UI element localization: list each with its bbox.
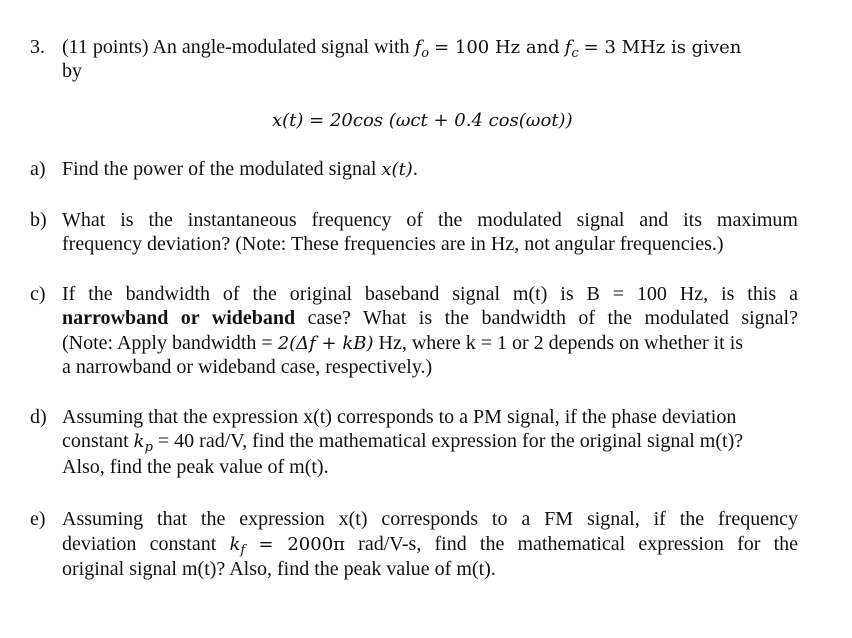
- part-a-text: Find the power of the modulated signal x(t).: [62, 158, 418, 180]
- part-a-variable: x(t): [381, 159, 413, 180]
- part-d-line-3: Also, find the peak value of m(t).: [62, 456, 329, 478]
- part-d-line-1: Assuming that the expression x(t) corresponds to a PM signal, if the phase deviation: [62, 406, 737, 428]
- part-d-label: d): [30, 406, 47, 428]
- kp-symbol: $k_p$: [133, 431, 153, 455]
- question-intro-continued: by: [62, 60, 82, 82]
- part-e-label: e): [30, 508, 46, 530]
- part-c-line-1: If the bandwidth of the original baseband signal m(t) is B = 100 Hz, is this a: [62, 283, 798, 305]
- question-points: (11 points): [62, 36, 149, 58]
- question-intro: An angle-modulated signal with: [152, 36, 410, 58]
- part-a-label: a): [30, 158, 46, 180]
- question-heading: [62, 35, 741, 60]
- kf-value: = 2000π: [258, 534, 345, 555]
- part-e-line-3: original signal m(t)? Also, find the peak value of m(t).: [62, 558, 496, 580]
- part-e-line-1: Assuming that the expression x(t) corresponds to a FM signal, if the frequency: [62, 508, 798, 530]
- part-c-line-4: a narrowband or wideband case, respectively.): [62, 356, 433, 378]
- narrowband-wideband-emphasis: narrowband or wideband: [62, 307, 296, 329]
- f0-symbol: $f_o$: [414, 37, 430, 61]
- part-b-line-1: What is the instantaneous frequency of the modulated signal and its maximum: [62, 209, 798, 231]
- part-b-label: b): [30, 209, 47, 231]
- part-e-line-2: deviation constant $k_f = 2000\pi$ rad/V-s, find the mathematical expression for the: [62, 533, 799, 558]
- kf-symbol: $k_f$: [229, 534, 246, 558]
- f0-value: = 100 Hz and: [434, 37, 560, 58]
- fc-value: = 3 MHz is given: [583, 37, 742, 58]
- part-b-line-2: frequency deviation? (Note: These frequencies are in Hz, not angular frequencies.): [62, 233, 724, 255]
- part-d-line-2: constant $k_p = 40$ rad/V, find the mathematical expression for the original signal m(t)?: [62, 430, 744, 455]
- bandwidth-formula: 2(Δf + kB): [277, 333, 374, 354]
- part-c-line-3: (Note: Apply bandwidth = 2(Δf + kB) Hz, where k = 1 or 2 depends on whether it is: [62, 332, 744, 354]
- question-number: 3.: [30, 36, 45, 58]
- part-c-line-2: narrowband or wideband case? What is the bandwidth of the modulated signal?: [62, 307, 798, 329]
- signal-equation: x(t) = 20cos (ωct + 0.4 cos(ωot)): [272, 110, 573, 131]
- fc-symbol: $f_c$: [564, 37, 579, 61]
- part-c-label: c): [30, 283, 46, 305]
